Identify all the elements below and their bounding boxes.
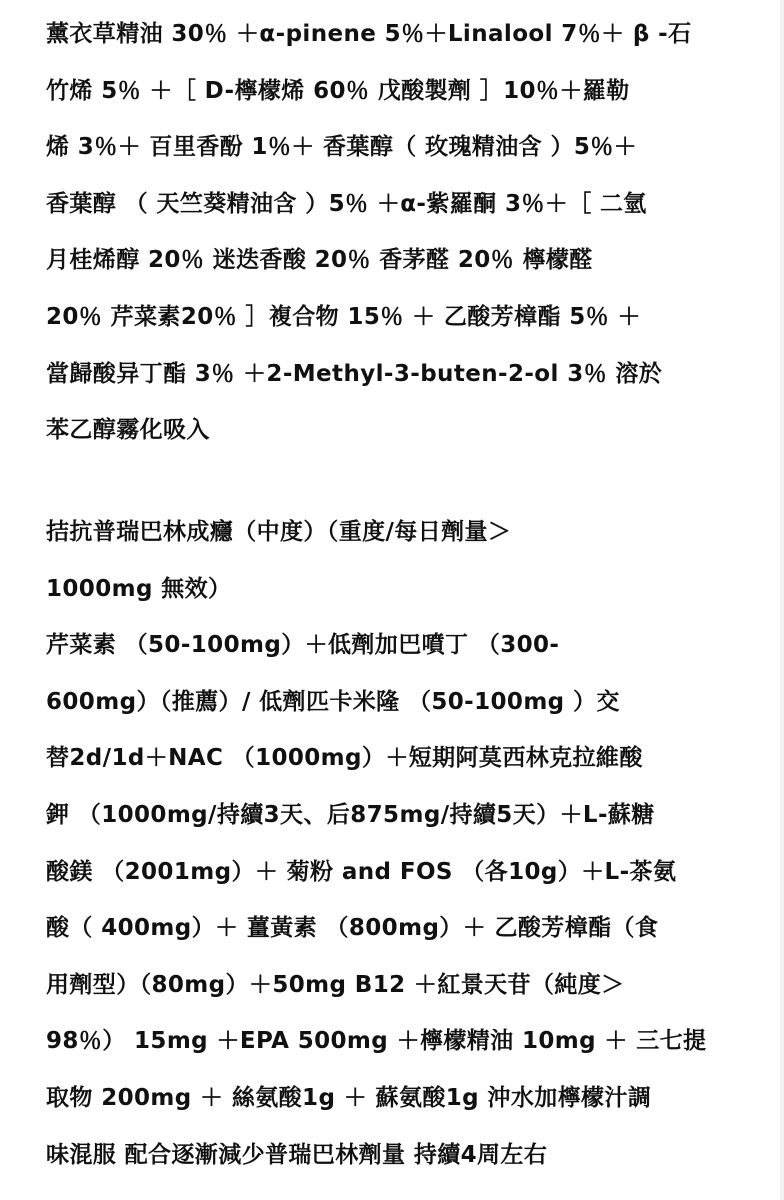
text-line: 香葉醇 （ 天竺葵精油含 ）5％ ＋α-紫羅酮 3％＋［ 二氫 — [46, 190, 647, 217]
pregabalin-protocol-paragraph — [46, 512, 746, 1191]
scroll-edge — [780, 0, 784, 1200]
text-line: 竹烯 5％ ＋［ D-檸檬烯 60％ 戊酸製劑 ］10％＋羅勒 — [46, 77, 630, 104]
text-line: 用劑型）（80mg）＋50mg B12 ＋紅景天苷（純度＞ — [46, 971, 625, 998]
text-line: 98％） 15mg ＋EPA 500mg ＋檸檬精油 10mg ＋ 三七提 — [46, 1028, 707, 1055]
text-line: 味混服 配合逐漸減少普瑞巴林劑量 持續4周左右 — [46, 1141, 548, 1168]
aromatherapy-formula-paragraph — [46, 14, 746, 467]
text-line: 月桂烯醇 20％ 迷迭香酸 20％ 香茅醛 20％ 檸檬醛 — [46, 247, 593, 274]
text-line: 鉀 （1000mg/持續3天、后875mg/持續5天）＋L-蘇糖 — [46, 801, 655, 828]
text-line: 當歸酸异丁酯 3％ ＋2-Methyl-3-buten-2-ol 3％ 溶於 — [46, 360, 663, 387]
text-line: 芹菜素 （50-100mg）＋低劑加巴噴丁 （300- — [46, 632, 560, 659]
text-line: 1000mg 無效） — [46, 575, 232, 602]
text-line: 替2d/1d＋NAC （1000mg）＋短期阿莫西林克拉維酸 — [46, 745, 643, 772]
text-line: 600mg）（推薦）/ 低劑匹卡米隆 （50-100mg ）交 — [46, 688, 620, 715]
text-line: 拮抗普瑞巴林成癮（中度）（重度/每日劑量＞ — [46, 519, 512, 545]
text-line: 薰衣草精油 30％ ＋α-pinene 5％＋Linalool 7％＋ β -石 — [46, 21, 692, 47]
text-line: 烯 3％＋ 百里香酚 1％＋ 香葉醇（ 玫瑰精油含 ）5％＋ — [46, 134, 638, 161]
text-line: 20％ 芹菜素20％ ］複合物 15％ ＋ 乙酸芳樟酯 5％ ＋ — [46, 303, 641, 330]
text-line: 酸（ 400mg）＋ 薑黃素 （800mg）＋ 乙酸芳樟酯（食 — [46, 915, 659, 942]
text-line: 酸鎂 （2001mg）＋ 菊粉 and FOS （各10g）＋L-茶氨 — [46, 858, 677, 885]
text-line: 取物 200mg ＋ 絲氨酸1g ＋ 蘇氨酸1g 沖水加檸檬汁調 — [46, 1084, 652, 1111]
text-line: 苯乙醇霧化吸入 — [46, 417, 210, 444]
